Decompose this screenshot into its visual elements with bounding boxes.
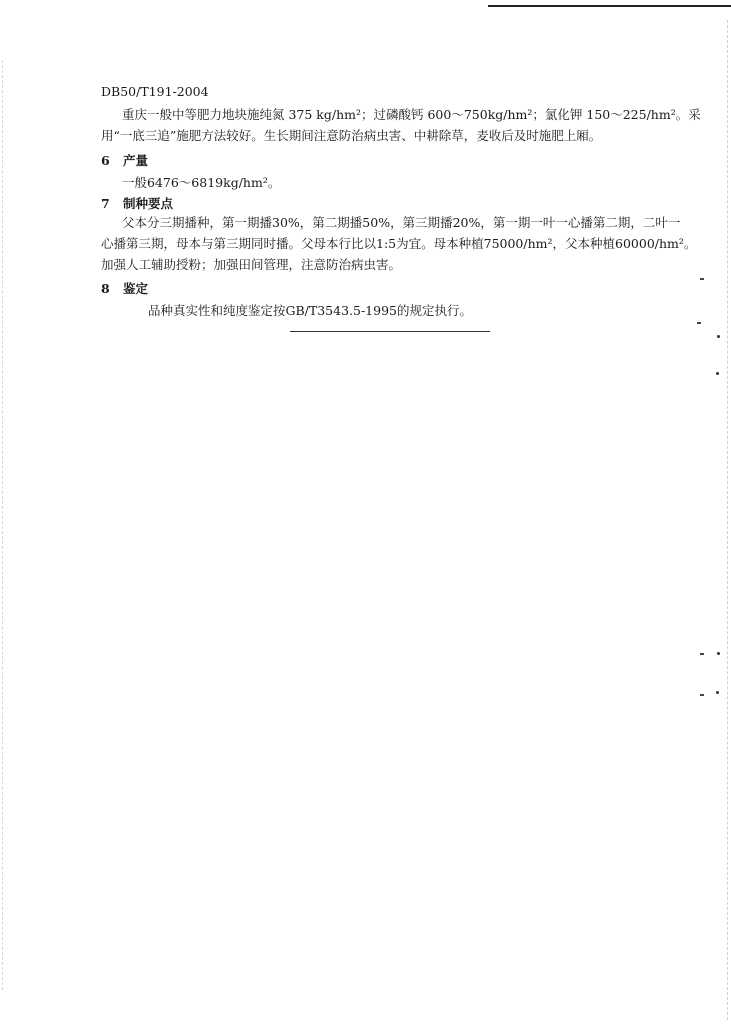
section-number: 7 xyxy=(101,196,110,211)
scan-left-edge xyxy=(2,60,4,990)
section-title: 制种要点 xyxy=(123,196,174,211)
document-code: DB50/T191-2004 xyxy=(101,84,209,99)
scan-speck xyxy=(717,652,720,655)
scan-mark xyxy=(697,322,701,324)
section-title: 鉴定 xyxy=(123,281,149,296)
seed-line-3: 加强人工辅助授粉；加强田间管理，注意防治病虫害。 xyxy=(101,257,402,272)
scan-mark xyxy=(700,278,704,280)
scan-right-edge xyxy=(727,20,729,1020)
yield-line: 一般6476～6819kg/hm²。 xyxy=(122,175,281,190)
top-border-line xyxy=(488,5,731,7)
seed-line-2: 心播第三期，母本与第三期同时播。父母本行比以1:5为宜。母本种植75000/hm²，父本种植60000/hm²。 xyxy=(101,236,697,251)
scan-speck xyxy=(717,335,720,338)
section-6-heading xyxy=(101,151,148,169)
section-7-heading xyxy=(101,194,173,212)
seed-line-1: 父本分三期播种，第一期播30%，第二期播50%，第三期播20%，第一期一叶一心播第二期，二叶一 xyxy=(122,215,681,230)
scan-speck xyxy=(716,372,719,375)
section-number: 8 xyxy=(101,281,110,296)
fertilizer-line-1: 重庆一般中等肥力地块施纯氮 375 kg/hm²；过磷酸钙 600～750kg/hm²；氯化钾 150～225/hm²。采 xyxy=(122,107,701,122)
scan-mark xyxy=(700,694,704,696)
scan-mark xyxy=(700,653,704,655)
section-8-heading xyxy=(101,279,148,297)
section-number: 6 xyxy=(101,153,110,168)
fertilizer-line-2: 用“一底三追”施肥方法较好。生长期间注意防治病虫害、中耕除草，麦收后及时施肥上厢。 xyxy=(101,128,602,143)
section-title: 产量 xyxy=(123,153,149,168)
end-of-text-rule xyxy=(290,331,490,332)
identification-line: 品种真实性和纯度鉴定按GB/T3543.5-1995的规定执行。 xyxy=(148,303,472,318)
scan-speck xyxy=(716,691,719,694)
